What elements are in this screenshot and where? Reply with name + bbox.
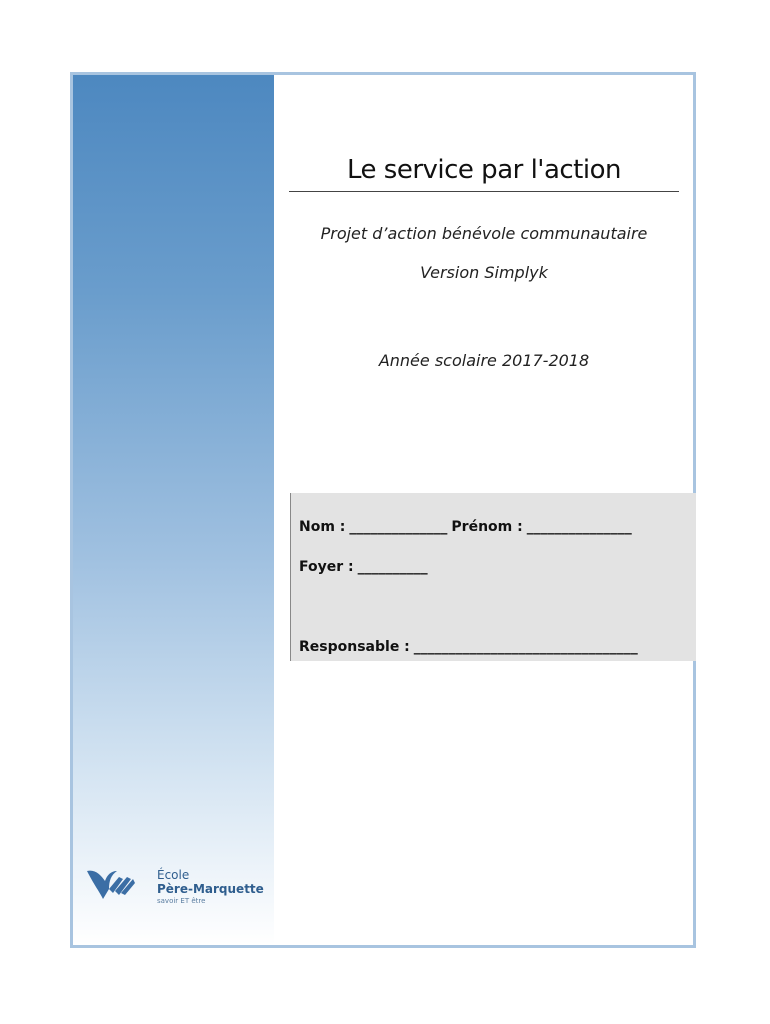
subtitle-version: Version Simplyk	[420, 263, 548, 282]
logo-tagline: savoir ET être	[157, 897, 206, 905]
prenom-field[interactable]: _______________	[526, 519, 632, 535]
cover-page	[70, 72, 696, 948]
responsable-field[interactable]: ________________________________	[413, 639, 638, 655]
school-year: Année scolaire 2017-2018	[378, 351, 590, 370]
nom-field[interactable]: ______________	[349, 519, 448, 535]
foyer-field[interactable]: __________	[357, 559, 428, 575]
logo-line-ecole: École	[157, 868, 190, 882]
gradient-side-band	[73, 75, 274, 945]
foyer-label: Foyer :	[299, 559, 354, 575]
prenom-label: Prénom :	[451, 519, 523, 535]
responsable-row	[299, 639, 638, 655]
logo-line-pere-marquette: Père-Marquette	[157, 882, 264, 896]
student-info-box	[290, 493, 696, 661]
foyer-row	[299, 559, 428, 575]
name-row	[299, 519, 632, 535]
nom-label: Nom :	[299, 519, 346, 535]
hands-logo-icon	[85, 867, 145, 903]
school-logo	[85, 867, 275, 917]
subtitle-project: Projet d’action bénévole communautaire	[320, 224, 648, 243]
logo-wordmark	[157, 868, 264, 906]
document-title: Le service par l'action	[347, 155, 621, 185]
title-underline	[289, 191, 679, 192]
responsable-label: Responsable :	[299, 639, 410, 655]
